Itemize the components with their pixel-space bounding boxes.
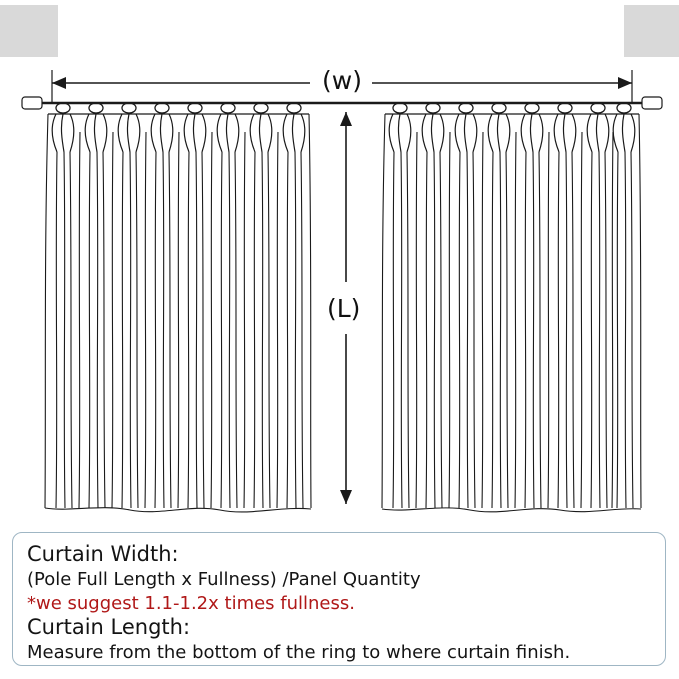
curtain-diagram-svg <box>0 56 679 526</box>
fullness-tip: *we suggest 1.1-1.2x times fullness. <box>27 593 355 614</box>
curtain-width-formula: (Pole Full Length x Fullness) /Panel Quantity <box>27 568 421 590</box>
curtain-panel-right <box>382 103 641 508</box>
curtain-panel-left <box>45 103 311 508</box>
curtain-length-instruction: Measure from the bottom of the ring to where curtain finish. <box>27 642 571 663</box>
curtain-length-heading: Curtain Length: <box>27 615 191 640</box>
curtain-width-heading: Curtain Width: <box>27 542 179 566</box>
curtain-diagram <box>0 56 679 526</box>
length-label: (L) <box>323 294 364 323</box>
measurement-notes <box>12 532 666 666</box>
page-title-bar <box>0 0 679 62</box>
title-band-decoration <box>0 0 679 62</box>
width-label: (w) <box>318 66 366 95</box>
